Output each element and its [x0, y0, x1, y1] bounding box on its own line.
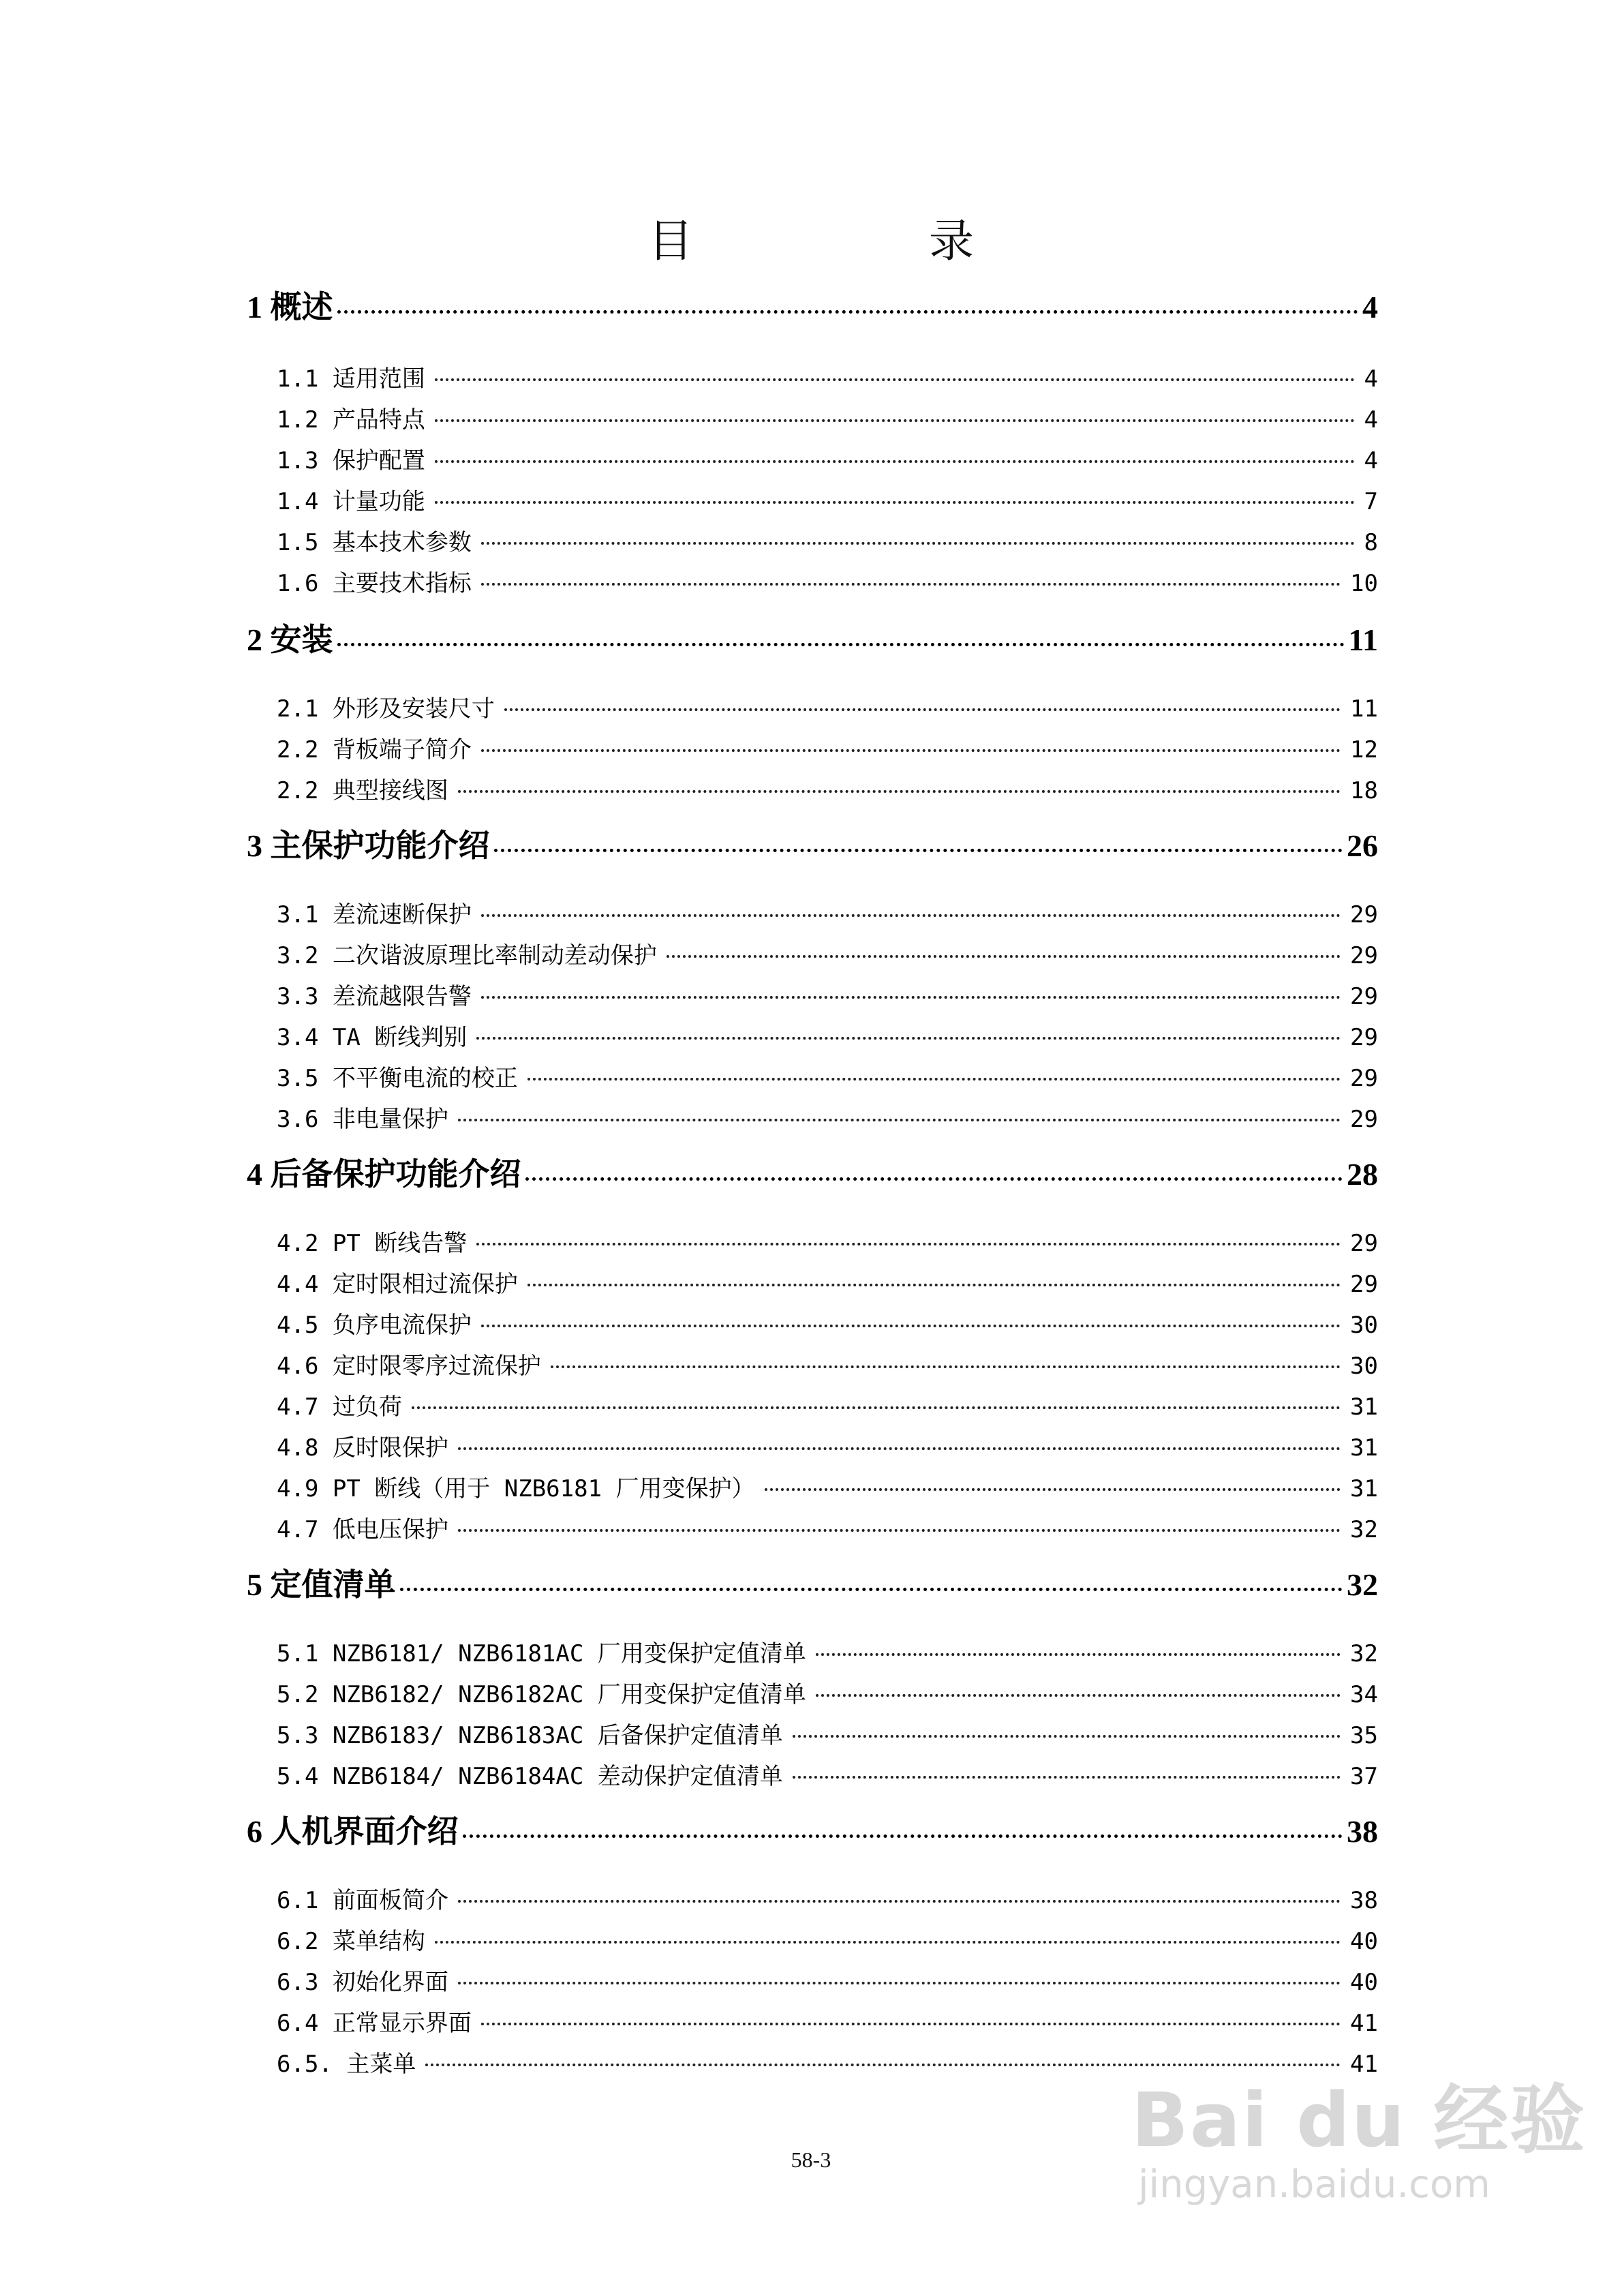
toc-dot-leader: [458, 790, 1341, 793]
toc-section-entry[interactable]: [247, 1059, 1378, 1093]
toc-section-entry[interactable]: [247, 524, 1378, 557]
toc-entry-page: 30: [1350, 1312, 1378, 1339]
toc-entry-page: 32: [1350, 1640, 1378, 1667]
toc-section-entry[interactable]: [247, 978, 1378, 1011]
toc-entry-title: 3.6 非电量保护: [277, 1106, 448, 1133]
toc-section-entry[interactable]: [247, 772, 1378, 805]
toc-dot-leader: [435, 501, 1355, 504]
toc-chapter-entry[interactable]: [247, 1149, 1378, 1194]
toc-entry-page: 12: [1350, 736, 1378, 764]
toc-entry-title: 6.1 前面板简介: [277, 1887, 448, 1914]
toc-entry-title: 5.1 NZB6181/ NZB6181AC 厂用变保护定值清单: [277, 1640, 806, 1667]
toc-entry-page: 18: [1350, 777, 1378, 804]
toc-entry-title: 3.5 不平衡电流的校正: [277, 1065, 518, 1092]
toc-section-entry[interactable]: [247, 1224, 1378, 1258]
toc-section-entry[interactable]: [247, 2045, 1378, 2079]
toc-entry-title: 4.7 低电压保护: [277, 1516, 448, 1543]
toc-dot-leader: [463, 1834, 1343, 1838]
toc-entry-page: 4: [1364, 406, 1378, 434]
toc-section-entry[interactable]: [247, 1470, 1378, 1503]
toc-section-entry[interactable]: [247, 483, 1378, 516]
toc-dot-leader: [793, 1776, 1341, 1779]
toc-dot-leader: [481, 914, 1341, 917]
toc-dot-leader: [425, 2064, 1341, 2066]
watermark-logo: Bai du 经验: [1131, 2076, 1587, 2164]
toc-dot-leader: [551, 1365, 1341, 1368]
toc-section-entry[interactable]: [247, 1757, 1378, 1791]
toc-entry-page: 29: [1350, 1065, 1378, 1092]
toc-entry-title: 6.3 初始化界面: [277, 1969, 448, 1996]
toc-entry-title: 6.2 菜单结构: [277, 1928, 425, 1955]
toc-entry-title: 4.6 定时限零序过流保护: [277, 1353, 541, 1380]
toc-entry-page: 38: [1347, 1814, 1378, 1849]
toc-entry-title: 1.2 产品特点: [277, 406, 425, 434]
toc-entry-page: 26: [1347, 828, 1378, 863]
watermark-url: jingyan.baidu.com: [1138, 2162, 1490, 2207]
toc-dot-leader: [400, 1588, 1343, 1591]
toc-section-entry[interactable]: [247, 1922, 1378, 1956]
toc-dot-leader: [481, 996, 1341, 999]
toc-entry-page: 29: [1350, 1106, 1378, 1133]
toc-section-entry[interactable]: [247, 896, 1378, 929]
toc-chapter-entry[interactable]: [247, 1807, 1378, 1852]
toc-section-entry[interactable]: [247, 1963, 1378, 1997]
toc-dot-leader: [476, 1037, 1341, 1040]
toc-entry-title: 4.4 定时限相过流保护: [277, 1271, 518, 1298]
toc-entry-page: 10: [1350, 570, 1378, 597]
toc-dot-leader: [525, 1177, 1343, 1181]
toc-chapter-entry[interactable]: [247, 1560, 1378, 1605]
toc-entry-title: 4.5 负序电流保护: [277, 1312, 472, 1339]
toc-entry-title: 1.3 保护配置: [277, 447, 425, 474]
toc-entry-page: 11: [1350, 695, 1378, 723]
toc-section-entry[interactable]: [247, 731, 1378, 764]
toc-section-entry[interactable]: [247, 1306, 1378, 1340]
toc-section-entry[interactable]: [247, 1100, 1378, 1134]
toc-section-entry[interactable]: [247, 2004, 1378, 2038]
toc-entry-title: 2.2 典型接线图: [277, 777, 448, 804]
toc-entry-page: 28: [1347, 1157, 1378, 1192]
toc-entry-title: 2.2 背板端子简介: [277, 736, 472, 764]
toc-dot-leader: [481, 1325, 1341, 1327]
toc-entry-title: 3.2 二次谐波原理比率制动差动保护: [277, 942, 657, 969]
page-number: 58-3: [791, 2147, 831, 2172]
toc-entry-title: 6.5. 主菜单: [277, 2051, 416, 2078]
toc-entry-title: 5 定值清单: [247, 1567, 396, 1602]
toc-dot-leader: [765, 1488, 1341, 1491]
toc-section-entry[interactable]: [247, 937, 1378, 970]
toc-section-entry[interactable]: [247, 564, 1378, 598]
toc-entry-title: 1.4 计量功能: [277, 488, 425, 515]
toc-dot-leader: [458, 1529, 1341, 1532]
toc-entry-page: 7: [1364, 488, 1378, 515]
toc-entry-title: 5.3 NZB6183/ NZB6183AC 后备保护定值清单: [277, 1722, 783, 1749]
toc-section-entry[interactable]: [247, 1347, 1378, 1380]
toc-dot-leader: [481, 749, 1341, 752]
toc-dot-leader: [793, 1735, 1341, 1738]
toc-section-entry[interactable]: [247, 1511, 1378, 1544]
toc-entry-title: 4.7 过负荷: [277, 1393, 402, 1421]
toc-entry-page: 34: [1350, 1681, 1378, 1708]
toc-section-entry[interactable]: [247, 401, 1378, 434]
toc-dot-leader: [337, 310, 1359, 314]
toc-entry-page: 31: [1350, 1393, 1378, 1421]
toc-entry-page: 31: [1350, 1475, 1378, 1502]
toc-entry-title: 4.9 PT 断线（用于 NZB6181 厂用变保护）: [277, 1475, 755, 1502]
toc-entry-page: 40: [1350, 1928, 1378, 1955]
toc-entry-page: 29: [1350, 1230, 1378, 1257]
toc-section-entry[interactable]: [247, 442, 1378, 475]
toc-entry-page: 41: [1350, 2051, 1378, 2078]
toc-section-entry[interactable]: [247, 1882, 1378, 1915]
toc-dot-leader: [435, 460, 1355, 463]
toc-entry-page: 32: [1350, 1516, 1378, 1543]
toc-section-entry[interactable]: [247, 690, 1378, 723]
toc-dot-leader: [458, 1900, 1341, 1903]
toc-entry-title: 4 后备保护功能介绍: [247, 1157, 521, 1192]
toc-chapter-entry[interactable]: [247, 615, 1378, 660]
toc-entry-page: 4: [1364, 365, 1378, 393]
toc-entry-page: 38: [1350, 1887, 1378, 1914]
toc-dot-leader: [337, 643, 1345, 646]
toc-dot-leader: [527, 1284, 1341, 1286]
toc-section-entry[interactable]: [247, 1429, 1378, 1462]
toc-entry-page: 40: [1350, 1969, 1378, 1996]
toc-section-entry[interactable]: [247, 1265, 1378, 1299]
toc-entry-title: 1.6 主要技术指标: [277, 570, 472, 597]
toc-entry-page: 35: [1350, 1722, 1378, 1749]
toc-dot-leader: [435, 419, 1355, 422]
toc-entry-title: 5.2 NZB6182/ NZB6182AC 厂用变保护定值清单: [277, 1681, 806, 1708]
toc-section-entry[interactable]: [247, 1676, 1378, 1709]
toc-entry-title: 4.2 PT 断线告警: [277, 1230, 468, 1257]
toc-section-entry[interactable]: [247, 360, 1378, 393]
toc-section-entry[interactable]: [247, 1635, 1378, 1668]
toc-entry-title: 4.8 反时限保护: [277, 1434, 448, 1462]
toc-dot-leader: [504, 708, 1341, 711]
toc-entry-page: 37: [1350, 1763, 1378, 1790]
toc-entry-title: 5.4 NZB6184/ NZB6184AC 差动保护定值清单: [277, 1763, 783, 1790]
page-title: 目 录: [648, 215, 1069, 267]
toc-entry-title: 1.5 基本技术参数: [277, 529, 472, 556]
toc-dot-leader: [458, 1119, 1341, 1121]
toc-entry-page: 41: [1350, 2010, 1378, 2037]
toc-entry-title: 3.3 差流越限告警: [277, 983, 472, 1010]
toc-chapter-entry[interactable]: [247, 821, 1378, 866]
toc-entry-title: 6 人机界面介绍: [247, 1814, 459, 1849]
toc-entry-page: 4: [1362, 290, 1378, 324]
toc-entry-page: 30: [1350, 1353, 1378, 1380]
toc-entry-page: 31: [1350, 1434, 1378, 1462]
toc-chapter-entry[interactable]: [247, 282, 1378, 327]
toc-entry-title: 3 主保护功能介绍: [247, 828, 490, 863]
toc-entry-title: 2.1 外形及安装尺寸: [277, 695, 495, 723]
toc-entry-title: 6.4 正常显示界面: [277, 2010, 472, 2037]
toc-dot-leader: [412, 1406, 1341, 1409]
toc-section-entry[interactable]: [247, 1018, 1378, 1052]
toc-dot-leader: [458, 1982, 1341, 1984]
toc-dot-leader: [816, 1653, 1341, 1656]
toc-dot-leader: [481, 542, 1355, 545]
toc-entry-title: 3.4 TA 断线判别: [277, 1024, 468, 1051]
toc-dot-leader: [494, 849, 1343, 852]
toc-dot-leader: [481, 583, 1341, 586]
toc-dot-leader: [816, 1694, 1341, 1697]
toc-entry-page: 29: [1350, 983, 1378, 1010]
toc-section-entry[interactable]: [247, 1717, 1378, 1750]
toc-entry-title: 1.1 适用范围: [277, 365, 425, 393]
toc-dot-leader: [435, 378, 1355, 381]
toc-dot-leader: [481, 2023, 1341, 2025]
toc-entry-page: 29: [1350, 1024, 1378, 1051]
baidu-jingyan-watermark: [1131, 2076, 1608, 2256]
toc-dot-leader: [667, 955, 1341, 958]
toc-entry-page: 29: [1350, 1271, 1378, 1298]
toc-entry-page: 29: [1350, 901, 1378, 928]
toc-dot-leader: [476, 1243, 1341, 1245]
toc-dot-leader: [435, 1941, 1341, 1944]
toc-entry-title: 2 安装: [247, 622, 333, 657]
toc-entry-page: 11: [1348, 622, 1378, 657]
toc-section-entry[interactable]: [247, 1388, 1378, 1421]
toc-entry-page: 8: [1364, 529, 1378, 556]
toc-entry-page: 32: [1347, 1567, 1378, 1602]
toc-entry-page: 4: [1364, 447, 1378, 474]
toc-entry-title: 3.1 差流速断保护: [277, 901, 472, 928]
toc-dot-leader: [527, 1078, 1341, 1081]
toc-dot-leader: [458, 1447, 1341, 1450]
toc-entry-title: 1 概述: [247, 290, 333, 324]
toc-entry-page: 29: [1350, 942, 1378, 969]
